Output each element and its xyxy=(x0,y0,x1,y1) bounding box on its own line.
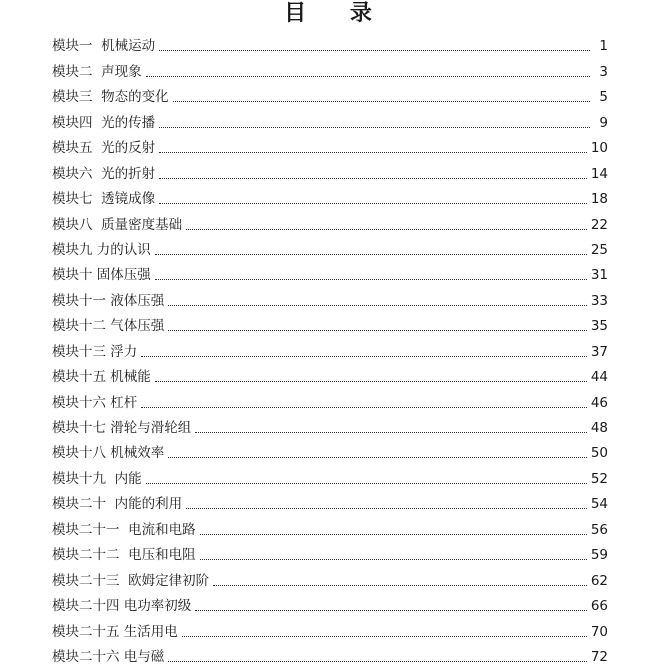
toc-leader-dots xyxy=(141,355,587,357)
toc-entry[interactable] xyxy=(52,131,608,156)
toc-leader-dots xyxy=(168,660,587,662)
toc-leader-dots xyxy=(146,75,590,77)
toc-entry-label: 模块一 机械运动 xyxy=(52,38,156,55)
toc-leader-dots xyxy=(195,609,587,611)
toc-leader-dots xyxy=(159,177,587,179)
toc-entry-page-number: 37 xyxy=(590,343,608,360)
toc-entry[interactable] xyxy=(52,182,608,207)
toc-entry[interactable] xyxy=(52,233,608,258)
toc-leader-dots xyxy=(168,456,587,458)
toc-entry-page-number: 66 xyxy=(590,598,608,615)
toc-entry-page-number: 56 xyxy=(590,521,608,538)
toc-entry-page-number: 35 xyxy=(590,318,608,335)
toc-leader-dots xyxy=(200,533,587,535)
toc-entry-label: 模块五 光的反射 xyxy=(52,140,156,157)
toc-entry-label: 模块十 固体压强 xyxy=(52,267,151,284)
toc-entry[interactable] xyxy=(52,487,608,512)
table-of-contents xyxy=(52,29,608,665)
toc-entry-page-number: 1 xyxy=(599,38,608,55)
toc-entry[interactable] xyxy=(52,80,608,105)
toc-leader-dots xyxy=(200,558,587,560)
toc-entry-label: 模块六 光的折射 xyxy=(52,165,156,182)
toc-entry[interactable] xyxy=(52,29,608,54)
toc-entry[interactable] xyxy=(52,589,608,614)
toc-entry[interactable] xyxy=(52,614,608,639)
toc-entry-page-number: 46 xyxy=(590,394,608,411)
toc-entry[interactable] xyxy=(52,54,608,79)
toc-entry-page-number: 48 xyxy=(590,420,608,436)
toc-leader-dots xyxy=(155,380,587,382)
toc-entry[interactable] xyxy=(52,360,608,385)
toc-entry[interactable] xyxy=(52,309,608,334)
toc-entry-label: 模块三 物态的变化 xyxy=(52,89,169,106)
toc-entry[interactable] xyxy=(52,258,608,283)
toc-leader-dots xyxy=(146,482,587,484)
toc-leader-dots xyxy=(155,278,587,280)
toc-leader-dots xyxy=(159,202,587,204)
toc-entry-page-number: 59 xyxy=(590,547,608,564)
toc-entry[interactable] xyxy=(52,538,608,563)
toc-entry-label: 模块七 透镜成像 xyxy=(52,191,156,208)
toc-leader-dots xyxy=(173,100,590,102)
toc-leader-dots xyxy=(168,329,587,331)
toc-entry-page-number: 3 xyxy=(599,63,608,80)
toc-entry-label: 模块二十五 生活用电 xyxy=(52,623,178,640)
toc-entry-page-number: 52 xyxy=(590,470,608,487)
toc-entry[interactable] xyxy=(52,207,608,232)
toc-entry[interactable] xyxy=(52,105,608,130)
toc-leader-dots xyxy=(182,635,587,637)
toc-entry-page-number: 5 xyxy=(599,89,608,106)
toc-entry-label: 模块九 力的认识 xyxy=(52,241,151,258)
toc-entry-page-number: 10 xyxy=(590,140,608,157)
toc-entry[interactable] xyxy=(52,411,608,436)
toc-entry-page-number: 25 xyxy=(590,241,608,258)
toc-entry[interactable] xyxy=(52,156,608,181)
toc-entry[interactable] xyxy=(52,436,608,461)
toc-leader-dots xyxy=(141,406,587,408)
toc-entry-label: 模块二十二 电压和电阻 xyxy=(52,547,196,564)
toc-entry[interactable] xyxy=(52,283,608,308)
toc-entry-label: 模块十七 滑轮与滑轮组 xyxy=(52,420,192,436)
toc-entry-page-number: 9 xyxy=(599,114,608,131)
toc-entry-label: 模块二十六 电与磁 xyxy=(52,648,165,665)
toc-entry-label: 模块二十四 电功率初级 xyxy=(52,598,192,615)
toc-entry-label: 模块二十 内能的利用 xyxy=(52,496,183,513)
toc-entry-page-number: 31 xyxy=(590,267,608,284)
toc-entry-label: 模块二 声现象 xyxy=(52,63,142,80)
toc-leader-dots xyxy=(186,228,587,230)
toc-entry[interactable] xyxy=(52,640,608,665)
toc-entry[interactable] xyxy=(52,334,608,359)
toc-entry-page-number: 62 xyxy=(590,572,608,589)
toc-entry-label: 模块十六 杠杆 xyxy=(52,394,138,411)
toc-leader-dots xyxy=(159,126,590,128)
toc-entry-label: 模块十二 气体压强 xyxy=(52,318,165,335)
toc-entry-page-number: 44 xyxy=(590,369,608,386)
toc-entry-label: 模块十九 内能 xyxy=(52,470,142,487)
toc-entry[interactable] xyxy=(52,512,608,537)
toc-entry[interactable] xyxy=(52,461,608,486)
toc-entry-page-number: 70 xyxy=(590,623,608,640)
toc-entry-label: 模块十三 浮力 xyxy=(52,343,138,360)
toc-entry-label: 模块十八 机械效率 xyxy=(52,445,165,462)
toc-leader-dots xyxy=(159,49,590,51)
toc-leader-dots xyxy=(168,304,587,306)
toc-leader-dots xyxy=(159,151,587,153)
toc-entry-label: 模块八 质量密度基础 xyxy=(52,216,183,233)
toc-entry-page-number: 22 xyxy=(590,216,608,233)
toc-leader-dots xyxy=(155,253,587,255)
toc-leader-dots xyxy=(195,431,587,433)
toc-entry-label: 模块二十一 电流和电路 xyxy=(52,521,196,538)
toc-entry-page-number: 33 xyxy=(590,292,608,309)
toc-entry-page-number: 54 xyxy=(590,496,608,513)
toc-entry-page-number: 50 xyxy=(590,445,608,462)
toc-entry[interactable] xyxy=(52,563,608,588)
toc-entry[interactable] xyxy=(52,385,608,410)
toc-leader-dots xyxy=(186,507,587,509)
page-title: 目 录 xyxy=(284,1,390,26)
toc-leader-dots xyxy=(213,584,587,586)
toc-entry-page-number: 72 xyxy=(590,648,608,665)
toc-entry-label: 模块十一 液体压强 xyxy=(52,292,165,309)
toc-entry-page-number: 18 xyxy=(590,191,608,208)
toc-entry-label: 模块十五 机械能 xyxy=(52,369,151,386)
toc-entry-label: 模块二十三 欧姆定律初阶 xyxy=(52,572,210,589)
toc-entry-label: 模块四 光的传播 xyxy=(52,114,156,131)
toc-entry-page-number: 14 xyxy=(590,165,608,182)
